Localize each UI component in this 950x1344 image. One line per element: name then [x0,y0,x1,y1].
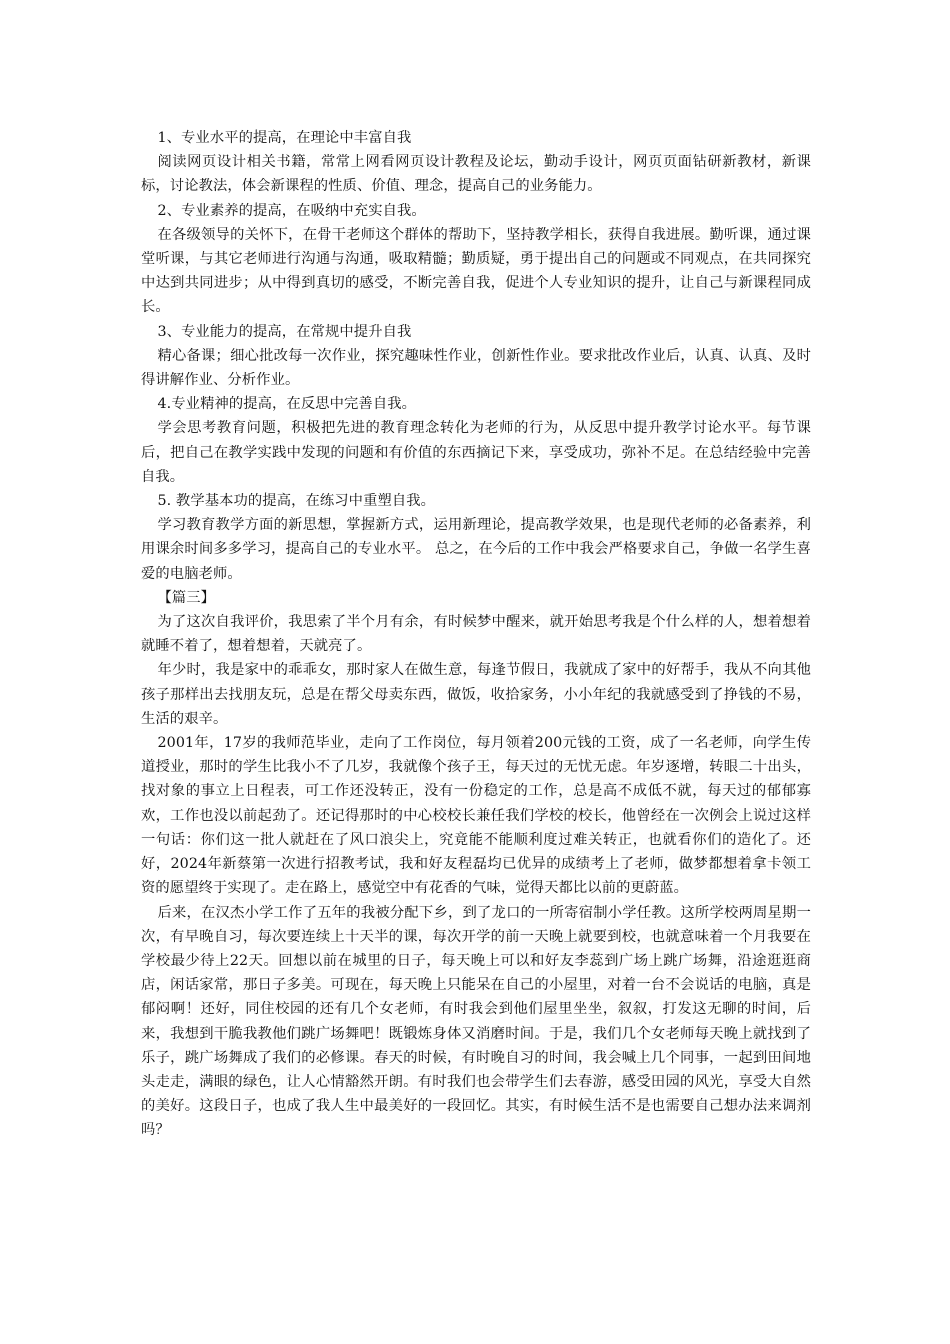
paragraph-3: 精心备课；细心批改每一次作业，探究趣味性作业，创新性作业。要求批改作业后，认真、认真、及时得讲解作业、分析作业。 [141,347,811,389]
section-heading-5: 5. 教学基本功的提高，在练习中重塑自我。 [157,493,436,510]
paragraph-4: 学会思考教育问题，积极把先进的教育理念转化为老师的行为，从反思中提升教学讨论水平。每节课后，把自己在教学实践中发现的问题和有价值的东西摘记下来，享受成功，弥补不足。在总结经验中完善自我。 [141,420,811,485]
paragraph-6: 为了这次自我评价，我思索了半个月有余，有时候梦中醒来，就开始思考我是个什么样的人，想着想着就睡不着了，想着想着，天就亮了。 [141,614,811,655]
document-body [141,126,811,1143]
paragraph-5: 学习教育教学方面的新思想，掌握新方式，运用新理论，提高教学效果，也是现代老师的必备素养，利用课余时间多多学习，提高自己的专业水平。 总之，在今后的工作中我会严格要求自己，争做一名学生喜爱的电脑老师。 [141,517,811,582]
section-heading-1: 1、专业水平的提高，在理论中丰富自我 [157,130,412,146]
section-heading-4: 4.专业精神的提高，在反思中完善自我。 [157,396,417,413]
paragraph-9: 后来，在汉杰小学工作了五年的我被分配下乡，到了龙口的一所寄宿制小学任教。这所学校两周星期一次，有早晚自习，每次要连续上十天半的课，每次开学的前一天晚上就要到校，也就意味着一个月我要在学校最少待上22天。回想以前在城里的日子，每天晚上可以和好友李蕊到广场上跳广场舞，沿途逛逛商店，闲话家常，那日子多美。可现在，每天晚上只能呆在自己的小屋里，对着一台不会说话的电脑，真是郁闷啊！还好，同住校园的还有几个女老师，有时我会到他们屋里坐坐，叙叙，打发这无聊的时间，后来，我想到干脆我教他们跳广场舞吧！既锻炼身体又消磨时间。于是，我们几个女老师每天晚上就找到了乐子，跳广场舞成了我们的必修课。春天的时候，有时晚自习的时间，我会喊上几个同事，一起到田间地头走走，满眼的绿色，让人心情豁然开朗。有时我们也会带学生们去春游，感受田园的风光，享受大自然的美好。这段日子，也成了我人生中最美好的一段回忆。其实，有时候生活不是也需要自己想办法来调剂吗？ [141,904,811,1139]
paragraph-2: 在各级领导的关怀下，在骨干老师这个群体的帮助下，坚持教学相长，获得自我进展。勤听课，通过课堂听课，与其它老师进行沟通与沟通，吸取精髓；勤质疑，勇于提出自己的问题或不同观点，在共同探究中达到共同进步；从中得到真切的感受，不断完善自我，促进个人专业知识的提升，让自己与新课程同成长。 [141,226,811,316]
paragraph-8: 2001年，17岁的我师范毕业，走向了工作岗位，每月领着200元钱的工资，成了一名老师，向学生传道授业，那时的学生比我小不了几岁，我就像个孩子王，每天过的无忧无虑。年岁逐增，转眼二十出头，找对象的事立上日程表，可工作还没转正，没有一份稳定的工作，总是高不成低不就，每天过的郁郁寡欢，工作也没以前起劲了。还记得那时的中心校校长兼任我们学校的校长，他曾经在一次例会上说过这样一句话：你们这一批人就赶在了风口浪尖上，究竟能不能顺利度过难关转正，也就看你们的造化了。还好，2024年新蔡第一次进行招教考试，我和好友程磊均已优异的成绩考上了老师，做梦都想着拿卡领工资的愿望终于实现了。走在路上，感觉空中有花香的气味，觉得天都比以前的更蔚蓝。 [141,735,811,897]
paragraph-7: 年少时，我是家中的乖乖女，那时家人在做生意，每逢节假日，我就成了家中的好帮手，我从不向其他孩子那样出去找朋友玩，总是在帮父母卖东西，做饭，收拾家务，小小年纪的我就感受到了挣钱的不易，生活的艰辛。 [141,662,811,727]
section-heading-3: 3、专业能力的提高，在常规中提升自我 [157,323,412,340]
section-heading-2: 2、专业素养的提高，在吸纳中充实自我。 [157,202,426,219]
chapter-heading-part-three: 【篇三】 [157,589,216,606]
paragraph-1: 阅读网页设计相关书籍，常常上网看网页设计教程及论坛，勤动手设计，网页页面钻研新教材，新课标，讨论教法，体会新课程的性质、价值、理念，提高自己的业务能力。 [141,154,811,195]
